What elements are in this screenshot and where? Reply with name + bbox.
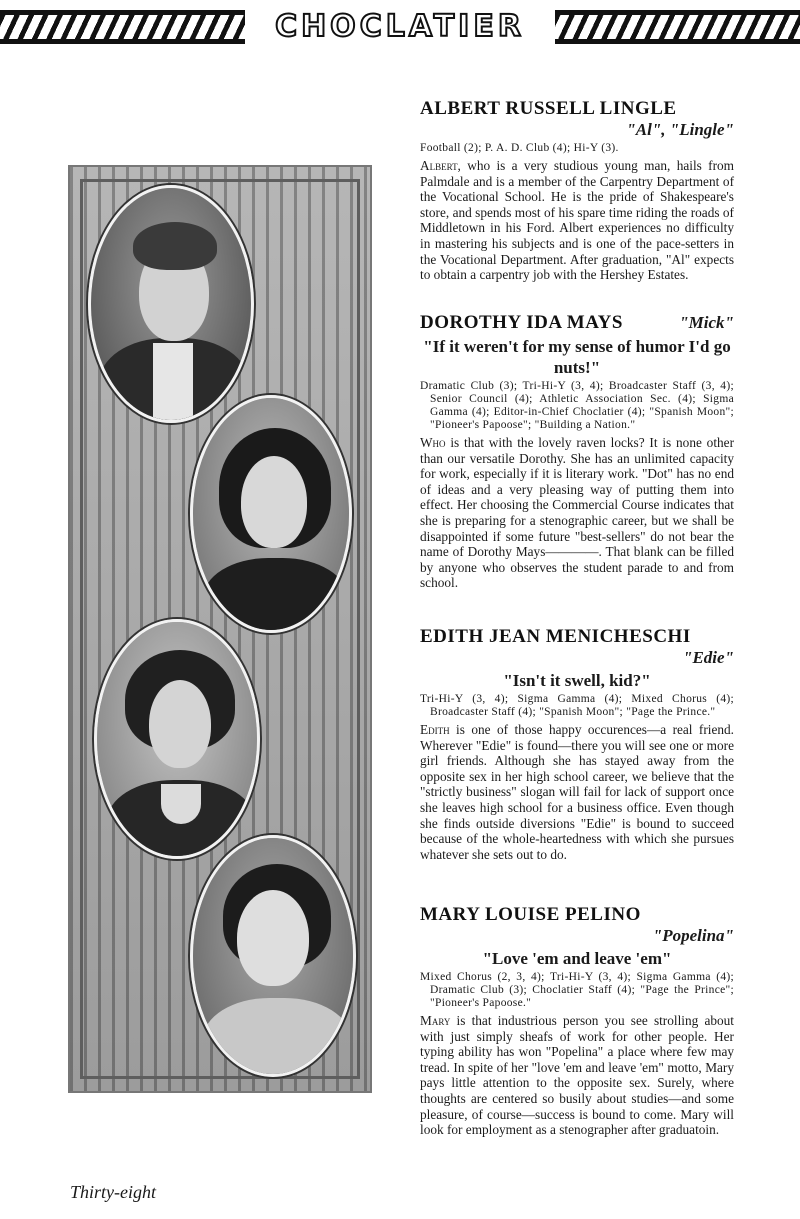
bio-lead: Albert, (420, 158, 461, 173)
senior-entries (420, 98, 734, 1138)
page-number: Thirty-eight (70, 1182, 156, 1202)
bio-text: is one of those happy occurences—a real friend. Wherever "Edie" is found—there you will see one or more girl friends. Although she has stayed away from the opposite sex in her high school career, we believe that the "strictly business" slogan will fail for lack of support once she leaves high school for a business office. Even though she finds outside diversions "Edie" is bound to succeed because of the whole-heartedness with which she pursues whatever she sets out to do. (420, 722, 734, 862)
portrait-edith (94, 619, 260, 859)
senior-bio (420, 722, 734, 862)
senior-entry (420, 904, 734, 1138)
banner-title: CHOCLATIER (245, 10, 555, 44)
photo-panel (68, 165, 372, 1093)
senior-motto: "Isn't it swell, kid?" (503, 671, 651, 690)
bio-text: is that with the lovely raven locks? It is none other than our versatile Dorothy. She has an unlimited capacity for work, especially if it is literary work. "Dot" has no end of ideas and a very pleasing way of putting them into effect. Her choosing the Commercial Course indicates that she is preparing for a stenographic career, but we shall be disappointed if some future "best-sellers" do not bear the name of Dorothy Mays————. That blank can be filled by anyone who observes the student parade to and from school. (420, 435, 734, 591)
senior-bio (420, 1013, 734, 1138)
senior-bio (420, 435, 734, 591)
senior-motto: "If it weren't for my sense of humor I'd go nuts!" (423, 337, 731, 377)
senior-entry (420, 312, 734, 626)
senior-entry (420, 98, 734, 312)
senior-nickname: "Popelina" (652, 926, 734, 945)
portrait-dorothy (190, 395, 352, 633)
senior-nickname: "Al", "Lingle" (626, 120, 734, 139)
portrait-albert (88, 185, 254, 423)
bio-lead: Who (420, 435, 446, 450)
banner-zigzag-left (0, 15, 245, 39)
portrait-mary (190, 835, 356, 1077)
bio-lead: Mary (420, 1013, 451, 1028)
bio-text: who is a very studious young man, hails from Palmdale and is a member of the Carpentry Department of the Vocational School. He is the pride of Shakespeare's store, and spends most of his spare time riding the roads of Middletown in his Ford. Albert experiences no difficulty in mastering his subjects and is one of the pace-setters in the Vocational Department. After graduation, "Al" expects to obtain a carpentry job with the Hershey Estates. (420, 158, 734, 283)
bio-lead: Edith (420, 722, 450, 737)
name-row (420, 312, 734, 334)
senior-bio (420, 158, 734, 283)
senior-name: DOROTHY IDA MAYS (420, 312, 623, 333)
senior-name: MARY LOUISE PELINO (420, 904, 641, 925)
senior-activities: Football (2); P. A. D. Club (4); Hi-Y (3). (420, 142, 619, 154)
senior-entry (420, 626, 734, 904)
banner-zigzag-right (555, 15, 800, 39)
senior-name: ALBERT RUSSELL LINGLE (420, 98, 677, 119)
senior-name: EDITH JEAN MENICHESCHI (420, 626, 691, 647)
header-banner (0, 10, 800, 44)
senior-nickname: "Mick" (679, 313, 734, 332)
senior-activities: Dramatic Club (3); Tri-Hi-Y (3, 4); Broadcaster Staff (3, 4); Senior Council (4); Athletic Association Sec. (4); Sigma Gamma (4); Editor-in-Chief Choclatier (4); "Spanish Moon"; "Pioneer's Papoose"; "Building a Nation." (420, 380, 734, 431)
bio-text: is that industrious person you see strolling about with just simply sheafs of work for other people. Her typing ability has won "Popelina" a place where few may tread. In spite of her "love 'em and leave 'em" motto, Mary pays little attention to the opposite sex. Surely, where thoughts are centered so busily about studies—and some pleasure, of course—success is bound to come. Mary will look for employment as a stenographer after graduatoin. (420, 1013, 734, 1138)
senior-motto: "Love 'em and leave 'em" (482, 949, 672, 968)
senior-activities: Tri-Hi-Y (3, 4); Sigma Gamma (4); Mixed Chorus (4); Broadcaster Staff (4); "Spanish Moon"; "Page the Prince." (420, 693, 734, 718)
senior-nickname: "Edie" (683, 648, 734, 667)
senior-activities: Mixed Chorus (2, 3, 4); Tri-Hi-Y (3, 4); Sigma Gamma (4); Dramatic Club (3); Choclatier Staff (4); "Page the Prince"; "Pioneer's Papoose." (420, 971, 734, 1009)
